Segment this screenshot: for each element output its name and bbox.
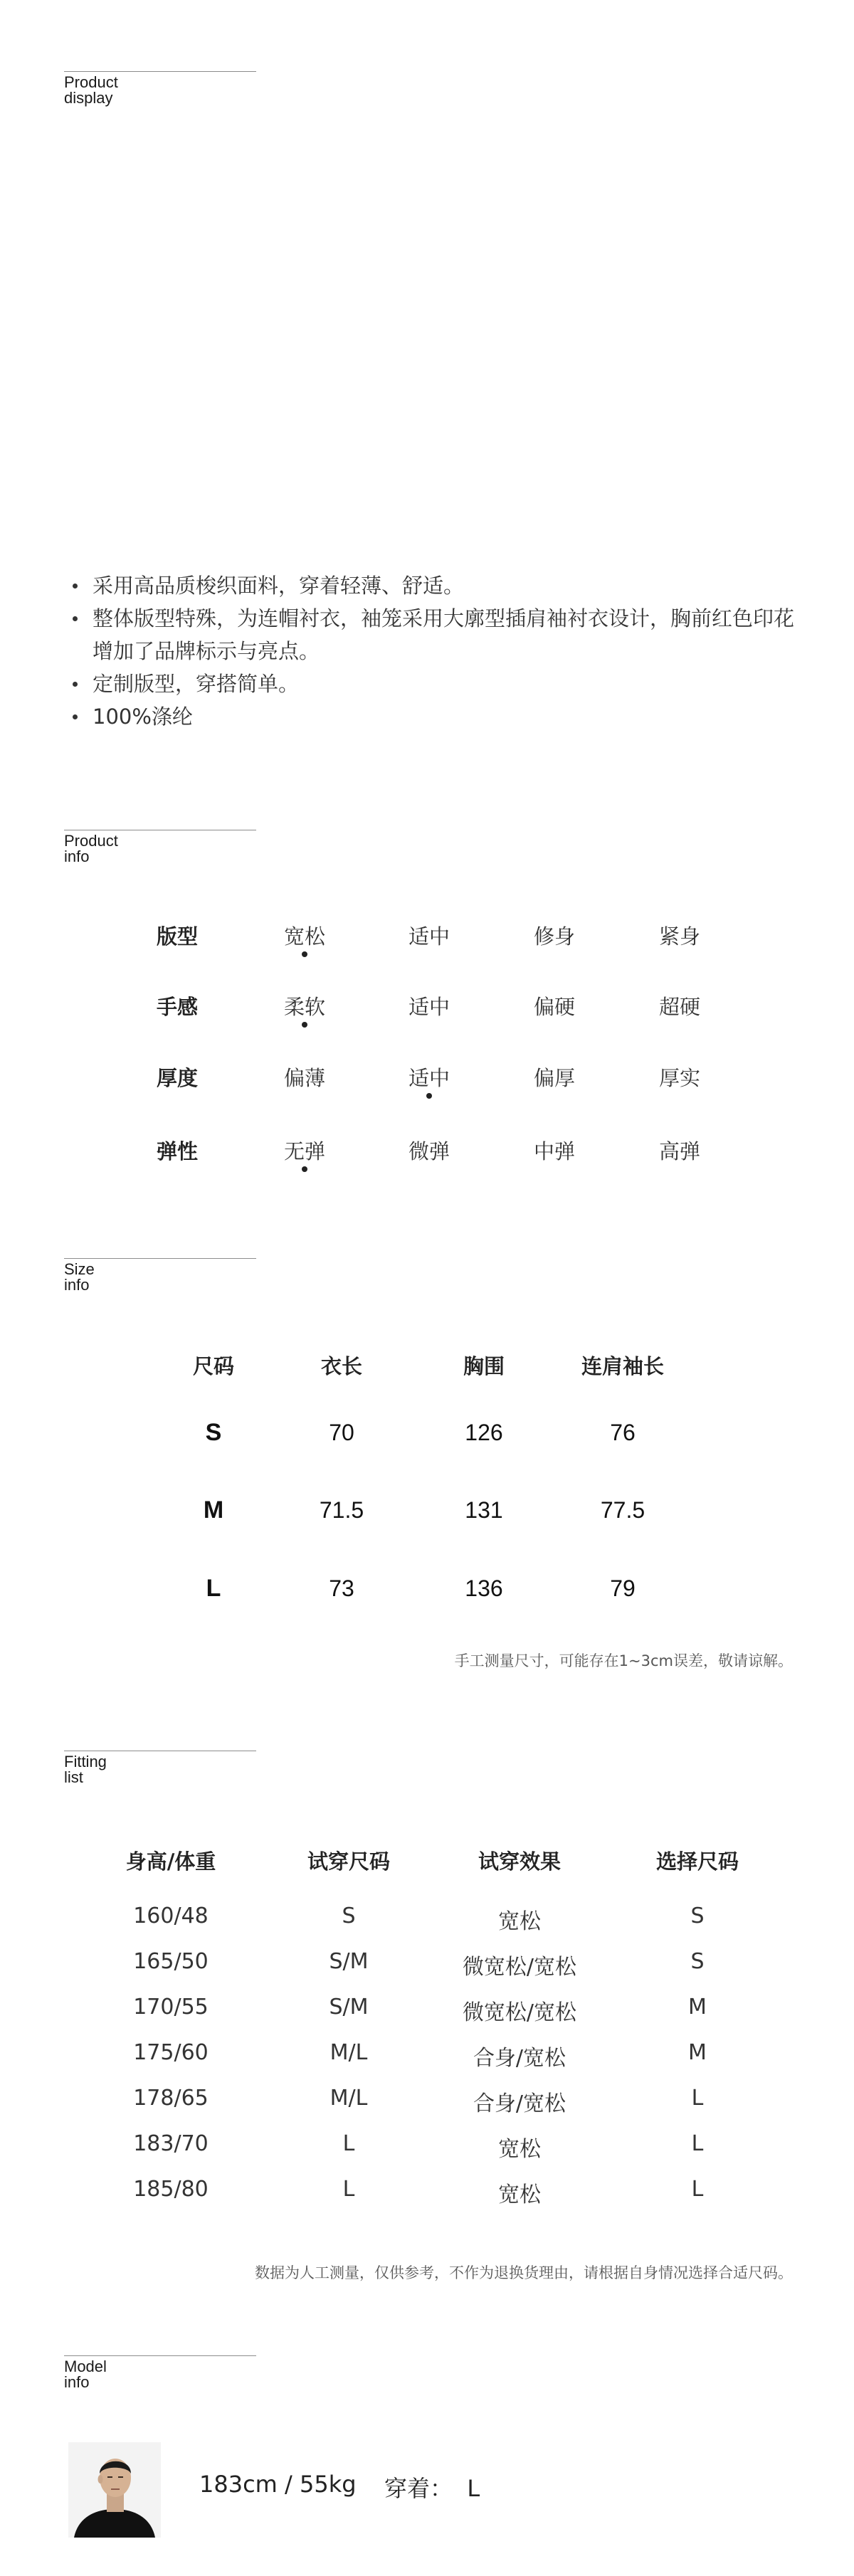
fitting-table-cell: 160/48 [133, 1904, 209, 1928]
product-info-option: 适中 [408, 995, 450, 1019]
section-rule [64, 71, 256, 72]
selected-indicator-dot [302, 1166, 307, 1172]
size-table-cell: 76 [610, 1420, 636, 1445]
fitting-table-cell: L [342, 2131, 355, 2156]
size-table-header: 胸围 [463, 1354, 505, 1378]
size-table-cell: 131 [465, 1497, 503, 1523]
section-header-product-info [64, 830, 256, 865]
fitting-table-cell: 宽松 [498, 2182, 541, 2207]
fitting-table-cell: S [690, 1949, 705, 1974]
product-info-option: 偏硬 [533, 995, 575, 1019]
product-info-option: 微弹 [408, 1139, 450, 1163]
product-info-row [0, 989, 854, 1025]
fitting-table-cell: M [688, 2040, 707, 2065]
size-table-cell: 136 [465, 1575, 503, 1601]
model-stats: 183cm / 55kg [199, 2471, 357, 2498]
selected-indicator-dot [426, 1093, 432, 1099]
fitting-table-cell: 合身/宽松 [473, 2091, 566, 2116]
fitting-table-cell: S [342, 1904, 356, 1928]
size-table-size: M [203, 1496, 224, 1524]
product-info-label: 手感 [156, 995, 198, 1019]
fitting-table-cell: 175/60 [133, 2040, 209, 2065]
section-title: Product display [64, 73, 118, 107]
size-table-header: 衣长 [320, 1354, 362, 1378]
description-item: 定制版型，穿搭简单。 [68, 667, 808, 700]
fitting-table-cell: M/L [330, 2040, 368, 2065]
section-header-model-info [64, 2355, 256, 2390]
fitting-table-header: 选择尺码 [655, 1849, 739, 1874]
size-table-header: 尺码 [192, 1354, 234, 1378]
product-info-label: 弹性 [156, 1139, 198, 1163]
description-item: 整体版型特殊，为连帽衬衣，袖笼采用大廓型插肩袖衬衣设计，胸前红色印花增加了品牌标示与亮点。 [68, 602, 808, 667]
product-info-option: 柔软 [283, 995, 325, 1019]
size-table-cell: 70 [329, 1420, 354, 1445]
section-title: Size info [64, 1260, 95, 1294]
fitting-table-header: 试穿效果 [478, 1849, 561, 1874]
product-info-option: 无弹 [283, 1139, 325, 1163]
size-table-size: L [206, 1575, 221, 1602]
product-info-option: 厚实 [658, 1066, 700, 1090]
fitting-table-header: 身高/体重 [125, 1849, 216, 1874]
product-description-list [68, 569, 808, 733]
fitting-table-cell: S [690, 1904, 705, 1928]
size-table-size: S [205, 1419, 222, 1446]
product-info-option: 偏厚 [533, 1066, 575, 1090]
fitting-table-cell: L [691, 2086, 704, 2111]
fitting-table-cell: 微宽松/宽松 [462, 1955, 577, 1980]
fitting-table-cell: S/M [329, 1949, 369, 1974]
section-title: Model info [64, 2358, 107, 2391]
fitting-table-cell: 170/55 [133, 1995, 209, 2020]
product-info-option: 修身 [533, 924, 575, 949]
selected-indicator-dot [302, 1022, 307, 1028]
size-table-header: 连肩袖长 [581, 1354, 664, 1378]
fitting-table-cell: 165/50 [133, 1949, 209, 1974]
section-title: Product info [64, 832, 118, 865]
size-table-cell: 71.5 [319, 1497, 364, 1523]
model-photo [68, 2442, 161, 2538]
size-table-cell: 79 [610, 1575, 636, 1601]
fitting-table-cell: M [688, 1995, 707, 2020]
description-item: 采用高品质梭织面料，穿着轻薄、舒适。 [68, 569, 808, 602]
fitting-table-cell: S/M [329, 1995, 369, 2020]
fitting-table-cell: M/L [330, 2086, 368, 2111]
selected-indicator-dot [302, 951, 307, 957]
product-info-option: 超硬 [658, 995, 700, 1019]
fitting-table-header: 试穿尺码 [307, 1849, 390, 1874]
product-info-row [0, 919, 854, 954]
product-info-row [0, 1060, 854, 1096]
section-header-fitting-list [64, 1751, 256, 1785]
product-info-option: 中弹 [533, 1139, 575, 1163]
product-info-option: 宽松 [283, 924, 325, 949]
fitting-table-cell: 178/65 [133, 2086, 209, 2111]
product-info-row [0, 1134, 854, 1169]
product-info-option: 偏薄 [283, 1066, 325, 1090]
fitting-table-cell: 宽松 [498, 2137, 541, 2162]
section-title: Fitting list [64, 1753, 107, 1786]
fitting-table-cell: 183/70 [133, 2131, 209, 2156]
fitting-table-cell: 185/80 [133, 2177, 209, 2202]
fitting-table-cell: 合身/宽松 [473, 2046, 566, 2071]
size-measurement-note: 手工测量尺寸，可能存在1~3cm误差，敬请谅解。 [454, 1652, 793, 1669]
size-table-cell: 77.5 [600, 1497, 645, 1523]
section-rule [64, 1258, 256, 1259]
fitting-disclaimer-note: 数据为人工测量，仅供参考，不作为退换货理由，请根据自身情况选择合适尺码。 [255, 2264, 793, 2281]
product-info-label: 厚度 [156, 1066, 198, 1090]
product-info-option: 适中 [408, 1066, 450, 1090]
fitting-table-cell: L [691, 2131, 704, 2156]
section-rule [64, 2355, 256, 2356]
size-table-cell: 73 [329, 1575, 354, 1601]
section-header-size-info [64, 1258, 256, 1293]
product-info-option: 适中 [408, 924, 450, 949]
product-info-label: 版型 [156, 924, 198, 949]
fitting-table-cell: L [691, 2177, 704, 2202]
product-info-option: 紧身 [658, 924, 700, 949]
fitting-table-cell: 宽松 [498, 1909, 541, 1934]
fitting-table-cell: 微宽松/宽松 [462, 2000, 577, 2025]
fitting-table-cell: L [342, 2177, 355, 2202]
size-table-cell: 126 [465, 1420, 503, 1445]
model-wearing-size: 穿着： L [384, 2475, 480, 2502]
product-info-option: 高弹 [658, 1139, 700, 1163]
section-header-product-display [64, 71, 256, 106]
model-portrait-icon [68, 2442, 161, 2538]
description-item: 100%涤纶 [68, 700, 808, 733]
